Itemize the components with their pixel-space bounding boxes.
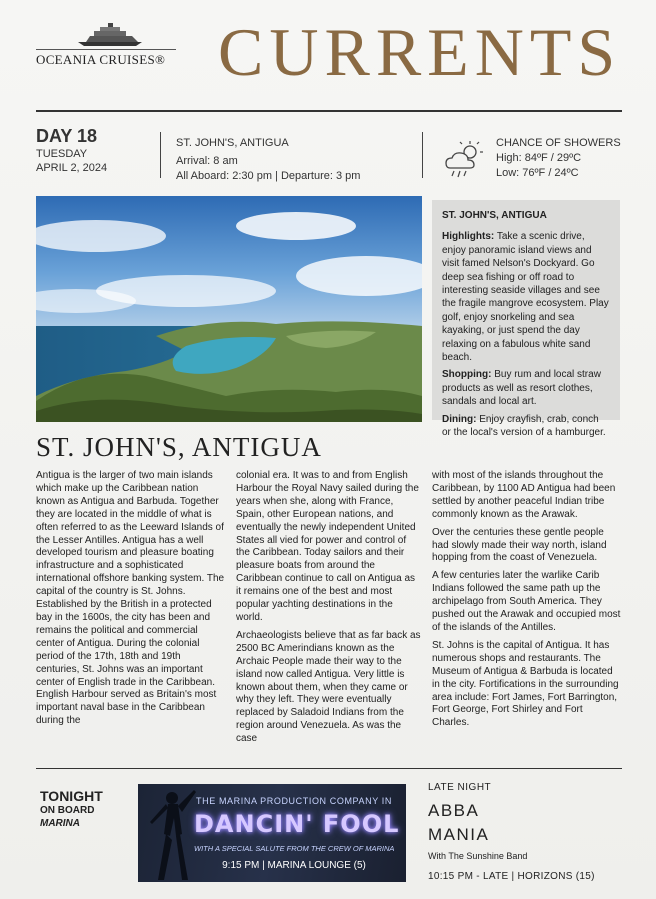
production-company: THE MARINA PRODUCTION COMPANY IN	[196, 796, 392, 806]
masthead-title: CURRENTS	[218, 14, 622, 90]
divider	[160, 132, 161, 178]
show-banner	[138, 784, 406, 882]
shopping-text: Buy rum and local straw products as well as resort clothes, sandals and local art.	[442, 369, 601, 408]
weather-forecast: CHANCE OF SHOWERS	[496, 137, 621, 149]
highlights-text: Take a scenic drive, enjoy panoramic island views and visit famed Nelson's Dockyard. Go deep sea fishing or off road to interesting seaside villages and see the fragile mangrove ecosystem. Play golf, enjoy snorkeling and sea kayaking, or just spend the day relaxing on a fabulous white sand beach.	[442, 231, 609, 364]
article-paragraph: St. Johns is the capital of Antigua. It has numerous shops and restaurants. The Museum of Antigua & Barbuda is located in the city. Fortifications in the surrounding area include: Fort James, Fort Barrington, Fort George, Fort Shirley and Fort Charles.	[432, 639, 619, 729]
tonight-heading: TONIGHT	[40, 788, 103, 804]
day-info	[36, 126, 107, 175]
on-board-label: ON BOARD	[40, 805, 95, 816]
article-title: ST. JOHN'S, ANTIGUA	[36, 432, 322, 462]
divider	[36, 768, 622, 769]
dancer-silhouette-icon	[138, 784, 198, 882]
weekday: TUESDAY	[36, 148, 88, 160]
low-temperature: Low: 76ºF / 24ºC	[496, 167, 579, 179]
highlights-label: Highlights:	[442, 231, 495, 243]
late-night-title-line-1: ABBA	[428, 801, 480, 820]
article-column-1	[36, 470, 226, 733]
show-salute: WITH A SPECIAL SALUTE FROM THE CREW OF MARINA	[194, 844, 395, 853]
article-paragraph: colonial era. It was to and from English Harbour the Royal Navy sailed during the years when she, along with France, Spain, other European nations, and eventually the newly independent United States all vied for power and control of the Caribbean. Today sailors and their pleasure boats from around the Caribbean continue to call on Antigua as it remains one of the best and most popular yachting destinations in the world.	[236, 470, 419, 623]
article-column-2	[236, 470, 422, 751]
show-time: 9:15 PM | MARINA LOUNGE (5)	[222, 860, 366, 871]
dining-label: Dining:	[442, 413, 477, 425]
high-temperature: High: 84ºF / 29ºC	[496, 152, 582, 164]
late-night-heading: LATE NIGHT	[428, 782, 492, 793]
late-night-band: With The Sunshine Band	[428, 851, 528, 861]
date: APRIL 2, 2024	[36, 162, 108, 174]
article-paragraph: Archaeologists believe that as far back as 2500 BC Amerindians known as the Archaic People made their way to the island now called Antigua. Very little is known about them, when they came or why they left. They were eventually replaced by Saladoid Indians from the region around Venezuela. As was the case	[236, 629, 421, 745]
dining-paragraph	[442, 413, 610, 440]
port-highlights-box	[432, 200, 620, 439]
day-number: DAY 18	[36, 126, 98, 146]
late-night-time: 10:15 PM - LATE | HORIZONS (15)	[428, 871, 595, 882]
port-name: ST. JOHN'S, ANTIGUA	[176, 137, 289, 149]
divider	[422, 132, 423, 178]
article-paragraph: A few centuries later the warlike Carib Indians followed the same path up the archipelago from South America. They pushed out the Arawak and occupied most of the islands of the Antilles.	[432, 570, 621, 633]
all-aboard-time: All Aboard: 2:30 pm | Departure: 3 pm	[176, 170, 361, 182]
brand-name: OCEANIA CRUISES®	[36, 52, 166, 67]
arrival-time: Arrival: 8 am	[176, 155, 238, 167]
late-night-section	[428, 782, 595, 882]
dining-text: Enjoy crayfish, crab, conch or the local's version of a hamburger.	[442, 413, 606, 439]
show-title: DANCIN' FOOL	[194, 810, 400, 838]
sidebar-title: ST. JOHN'S, ANTIGUA	[442, 210, 547, 221]
antigua-photo	[36, 196, 422, 422]
article-paragraph: with most of the islands throughout the Caribbean, by 1100 AD Antigua had been settled by another peaceful Indian tribe commonly known as the Arawak.	[432, 470, 616, 520]
highlights-paragraph	[442, 230, 610, 364]
article-paragraph: Antigua is the larger of two main islands which make up the Caribbean nation known as Antigua and Barbuda. Together they are located in the middle of what is often referred to as the Leeward Islands of the Lesser Antilles. Antigua has a well developed tourism and pleasure boating infrastructure and a sophisticated international offshore banking system. The capital of the country is St. Johns. Established by the British in a protected bay in the 1600s, the city has been and remains the political and commercial center of Antigua. During the colonial period of the 17th, 18th and 19th centuries, St. Johns was an important center of English trade in the Caribbean. English Harbour served as Britain's most important naval base in the Caribbean during the	[36, 470, 225, 727]
article-paragraph: Over the centuries these gentle people had slowly made their way north, island hopping from the coast of Venezuela.	[432, 526, 607, 564]
shopping-paragraph	[442, 368, 610, 408]
port-info	[176, 136, 360, 184]
divider	[36, 110, 622, 112]
ship-icon	[76, 22, 146, 46]
cloud-sun-rain-icon	[444, 140, 486, 180]
ship-name: MARINA	[40, 818, 80, 829]
shopping-label: Shopping:	[442, 369, 492, 381]
article-column-3	[432, 470, 622, 735]
oceania-logo	[36, 22, 186, 72]
tonight-section	[40, 788, 103, 830]
late-night-title-line-2: MANIA	[428, 825, 490, 844]
